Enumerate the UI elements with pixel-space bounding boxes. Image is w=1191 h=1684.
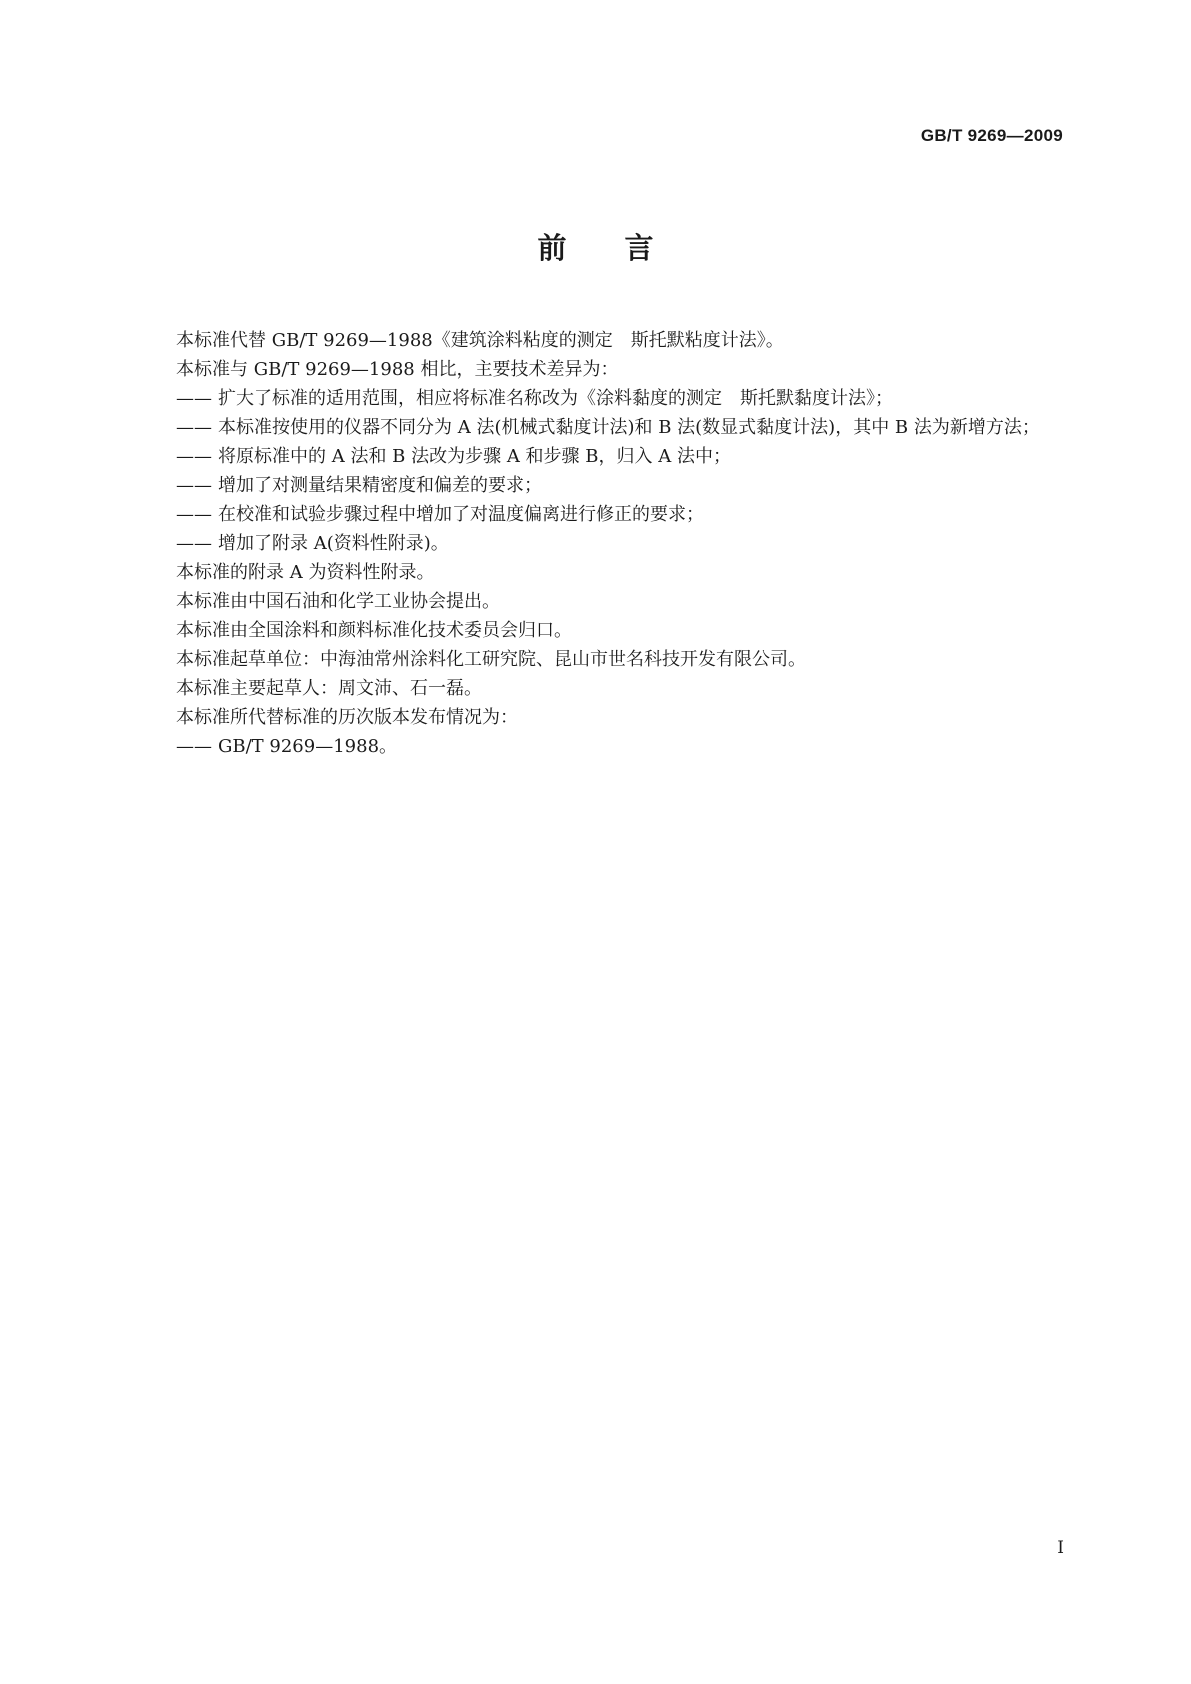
difference-item-text: 增加了对测量结果精密度和偏差的要求； (218, 475, 542, 496)
preface-paragraph: 本标准主要起草人：周文沛、石一磊。 (176, 678, 482, 699)
difference-item (176, 413, 1066, 442)
preface-body (176, 326, 1066, 761)
preface-paragraph: 本标准起草单位：中海油常州涂料化工研究院、昆山市世名科技开发有限公司。 (176, 649, 806, 670)
standard-number: GB/T 9269—2009 (920, 126, 1063, 145)
dash-mark: —— (176, 533, 212, 554)
page-title: 前言 (537, 231, 712, 265)
difference-item-text: 扩大了标准的适用范围，相应将标准名称改为《涂料黏度的测定 斯托默黏度计法》； (218, 388, 893, 409)
page-number: I (1057, 1538, 1064, 1558)
dash-mark: —— (176, 417, 212, 438)
dash-mark: —— (176, 446, 212, 467)
difference-item-text: 本标准按使用的仪器不同分为 A 法(机械式黏度计法)和 B 法(数显式黏度计法)，其中 B 法为新增方法； (218, 417, 1040, 438)
difference-item (176, 500, 1066, 529)
preface-paragraph: 本标准代替 GB/T 9269—1988《建筑涂料粘度的测定 斯托默粘度计法》。 (176, 330, 784, 351)
difference-item-text: 在校准和试验步骤过程中增加了对温度偏离进行修正的要求； (218, 504, 704, 525)
dash-mark: —— (176, 475, 212, 496)
preface-paragraph: 本标准所代替标准的历次版本发布情况为： (176, 707, 518, 728)
dash-mark: —— (176, 388, 212, 409)
preface-paragraph: 本标准由中国石油和化学工业协会提出。 (176, 591, 500, 612)
difference-item-text: 将原标准中的 A 法和 B 法改为步骤 A 和步骤 B，归入 A 法中； (218, 446, 731, 467)
dash-mark: —— (176, 504, 212, 525)
preface-paragraph: 本标准的附录 A 为资料性附录。 (176, 562, 435, 583)
difference-item (176, 442, 1066, 471)
history-item (176, 732, 1066, 761)
dash-mark: —— (176, 736, 212, 757)
preface-paragraph: 本标准由全国涂料和颜料标准化技术委员会归口。 (176, 620, 572, 641)
difference-item (176, 471, 1066, 500)
preface-paragraph: 本标准与 GB/T 9269—1988 相比，主要技术差异为： (176, 359, 619, 380)
difference-item-text: 增加了附录 A(资料性附录)。 (218, 533, 449, 554)
difference-item (176, 384, 1066, 413)
history-item-text: GB/T 9269—1988。 (218, 736, 398, 757)
difference-item (176, 529, 1066, 558)
